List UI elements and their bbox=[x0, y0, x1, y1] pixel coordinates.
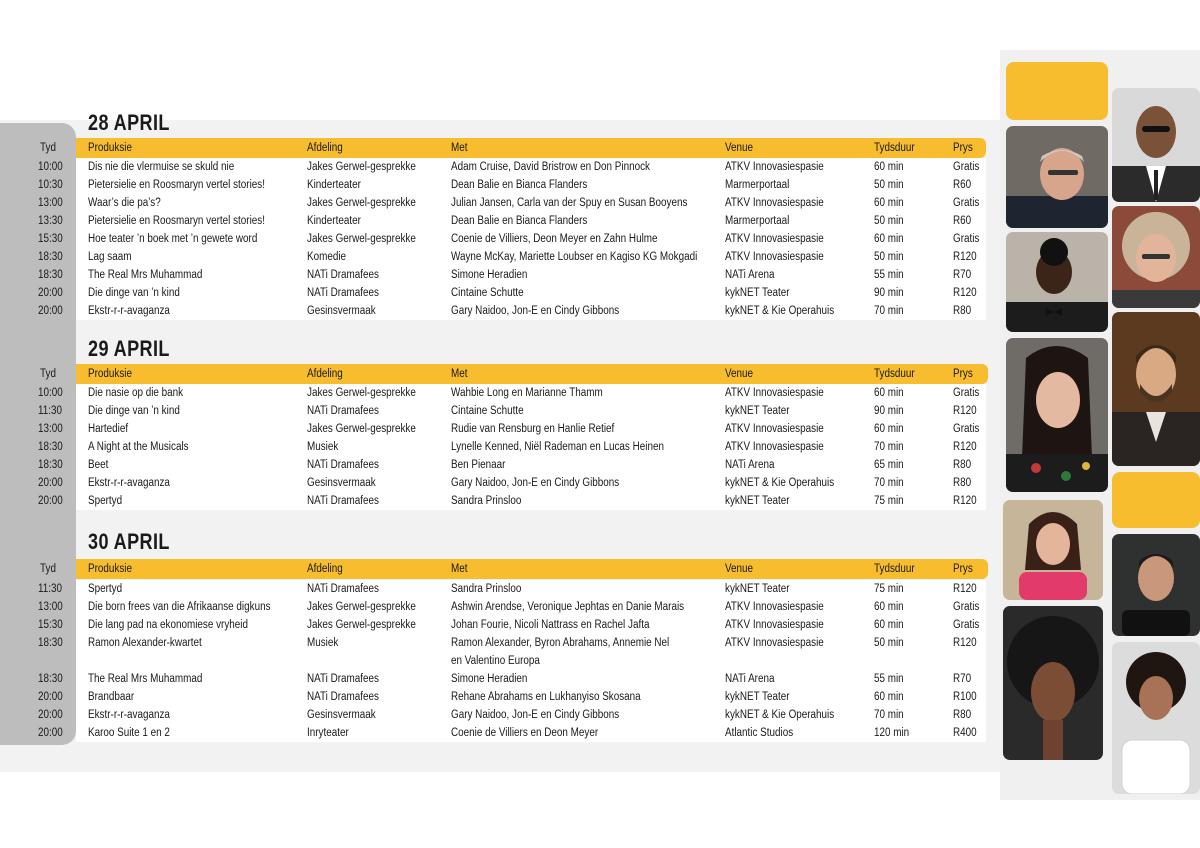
venue-cell: ATKV Innovasiespasie bbox=[725, 197, 824, 209]
table-row bbox=[0, 724, 1000, 742]
time-cell: 13:00 bbox=[38, 197, 63, 209]
yellow-accent-block bbox=[1112, 472, 1200, 528]
column-header-afdeling: Afdeling bbox=[307, 563, 343, 575]
cast-cell: Gary Naidoo, Jon-E en Cindy Gibbons bbox=[451, 709, 620, 721]
table-row bbox=[0, 384, 1000, 402]
price-cell: R70 bbox=[953, 673, 972, 685]
production-cell: Die lang pad na ekonomiese vryheid bbox=[88, 619, 249, 631]
production-cell: Ramon Alexander-kwartet bbox=[88, 637, 202, 649]
time-cell: 20:00 bbox=[38, 691, 63, 703]
cast-cell: Ben Pienaar bbox=[451, 459, 506, 471]
production-cell: The Real Mrs Muhammad bbox=[88, 673, 203, 685]
table-row bbox=[0, 706, 1000, 724]
department-cell: NATi Dramafees bbox=[307, 287, 379, 299]
portrait-photo-woman-pink-dress bbox=[1003, 500, 1103, 600]
cast-cell: Dean Balie en Bianca Flanders bbox=[451, 179, 588, 191]
venue-cell: ATKV Innovasiespasie bbox=[725, 423, 824, 435]
duration-cell: 60 min bbox=[874, 601, 904, 613]
cast-cell: Cintaine Schutte bbox=[451, 405, 524, 417]
time-cell: 18:30 bbox=[38, 459, 63, 471]
time-cell: 15:30 bbox=[38, 233, 63, 245]
row-background bbox=[76, 284, 986, 302]
table-row bbox=[0, 598, 1000, 616]
column-header-afdeling: Afdeling bbox=[307, 368, 343, 380]
department-cell: Jakes Gerwel-gesprekke bbox=[307, 423, 416, 435]
time-cell: 13:00 bbox=[38, 423, 63, 435]
cast-cell: Wayne McKay, Mariette Loubser en Kagiso KG Mokgadi bbox=[451, 251, 698, 263]
portrait-photo-man-bowtie bbox=[1006, 232, 1108, 332]
time-cell: 10:00 bbox=[38, 387, 63, 399]
column-header-tydsduur: Tydsduur bbox=[874, 563, 915, 575]
production-cell: Lag saam bbox=[88, 251, 132, 263]
production-cell: Beet bbox=[88, 459, 109, 471]
department-cell: NATi Dramafees bbox=[307, 495, 379, 507]
production-cell: Waar’s die pa’s? bbox=[88, 197, 161, 209]
time-cell: 11:30 bbox=[38, 405, 63, 417]
price-cell: R80 bbox=[953, 459, 972, 471]
production-cell: Pietersielie en Roosmaryn vertel stories! bbox=[88, 215, 265, 227]
table-row bbox=[0, 212, 1000, 230]
production-cell: Die born frees van die Afrikaanse digkuns bbox=[88, 601, 271, 613]
table-row bbox=[0, 176, 1000, 194]
table-row bbox=[0, 456, 1000, 474]
department-cell: NATi Dramafees bbox=[307, 673, 379, 685]
duration-cell: 55 min bbox=[874, 673, 904, 685]
department-cell: Gesinsvermaak bbox=[307, 305, 376, 317]
table-row bbox=[0, 688, 1000, 706]
cast-cell: Johan Fourie, Nicoli Nattrass en Rachel Jafta bbox=[451, 619, 650, 631]
price-cell: R120 bbox=[953, 637, 977, 649]
column-header-met: Met bbox=[451, 563, 468, 575]
row-background bbox=[76, 492, 986, 510]
cast-cell: Sandra Prinsloo bbox=[451, 583, 522, 595]
column-header-tydsduur: Tydsduur bbox=[874, 142, 915, 154]
cast-cell: Coenie de Villiers, Deon Meyer en Zahn Hulme bbox=[451, 233, 658, 245]
cast-cell: Julian Jansen, Carla van der Spuy en Susan Booyens bbox=[451, 197, 688, 209]
venue-cell: ATKV Innovasiespasie bbox=[725, 441, 824, 453]
cast-cell: Simone Heradien bbox=[451, 269, 528, 281]
time-cell: 20:00 bbox=[38, 495, 63, 507]
price-cell: R60 bbox=[953, 179, 972, 191]
column-header-tyd: Tyd bbox=[40, 368, 56, 380]
department-cell: Musiek bbox=[307, 441, 339, 453]
department-cell: Jakes Gerwel-gesprekke bbox=[307, 161, 416, 173]
price-cell: Gratis bbox=[953, 197, 980, 209]
department-cell: Jakes Gerwel-gesprekke bbox=[307, 233, 416, 245]
row-background bbox=[76, 266, 986, 284]
column-header-tydsduur: Tydsduur bbox=[874, 368, 915, 380]
table-row bbox=[0, 438, 1000, 456]
cast-cell: Gary Naidoo, Jon-E en Cindy Gibbons bbox=[451, 477, 620, 489]
price-cell: R80 bbox=[953, 709, 972, 721]
venue-cell: Marmerportaal bbox=[725, 215, 790, 227]
header-row bbox=[0, 365, 1000, 383]
cast-cell: Simone Heradien bbox=[451, 673, 528, 685]
cast-cell: Coenie de Villiers en Deon Meyer bbox=[451, 727, 599, 739]
duration-cell: 50 min bbox=[874, 215, 904, 227]
time-cell: 20:00 bbox=[38, 305, 63, 317]
portrait-photo-woman-dark-hair bbox=[1006, 338, 1108, 492]
column-header-produksie: Produksie bbox=[88, 142, 132, 154]
time-cell: 20:00 bbox=[38, 287, 63, 299]
cast-cell: Lynelle Kenned, Niël Rademan en Lucas Heinen bbox=[451, 441, 664, 453]
venue-cell: kykNET Teater bbox=[725, 495, 790, 507]
table-row bbox=[0, 580, 1000, 598]
portrait-photo-woman-curly-hair bbox=[1112, 206, 1200, 308]
day-title: 30 APRIL bbox=[88, 529, 170, 554]
department-cell: Jakes Gerwel-gesprekke bbox=[307, 197, 416, 209]
time-cell: 18:30 bbox=[38, 637, 63, 649]
time-cell: 15:30 bbox=[38, 619, 63, 631]
portrait-photo-older-man-glasses bbox=[1006, 126, 1108, 228]
portrait-photo-woman-afro bbox=[1003, 606, 1103, 760]
department-cell: NATi Dramafees bbox=[307, 459, 379, 471]
time-cell: 18:30 bbox=[38, 673, 63, 685]
venue-cell: ATKV Innovasiespasie bbox=[725, 251, 824, 263]
price-cell: R400 bbox=[953, 727, 977, 739]
duration-cell: 50 min bbox=[874, 251, 904, 263]
table-row bbox=[0, 266, 1000, 284]
time-cell: 10:30 bbox=[38, 179, 63, 191]
price-cell: Gratis bbox=[953, 387, 980, 399]
price-cell: R100 bbox=[953, 691, 977, 703]
column-header-prys: Prys bbox=[953, 563, 973, 575]
cast-cell: Adam Cruise, David Bristrow en Don Pinnock bbox=[451, 161, 650, 173]
column-header-tyd: Tyd bbox=[40, 563, 56, 575]
table-row bbox=[0, 402, 1000, 420]
department-cell: Kinderteater bbox=[307, 179, 361, 191]
duration-cell: 70 min bbox=[874, 305, 904, 317]
time-cell: 20:00 bbox=[38, 727, 63, 739]
day-title: 28 APRIL bbox=[88, 110, 170, 135]
venue-cell: ATKV Innovasiespasie bbox=[725, 601, 824, 613]
time-cell: 20:00 bbox=[38, 477, 63, 489]
table-row bbox=[0, 492, 1000, 510]
price-cell: R60 bbox=[953, 215, 972, 227]
production-cell: A Night at the Musicals bbox=[88, 441, 189, 453]
column-header-afdeling: Afdeling bbox=[307, 142, 343, 154]
duration-cell: 70 min bbox=[874, 477, 904, 489]
venue-cell: ATKV Innovasiespasie bbox=[725, 387, 824, 399]
duration-cell: 90 min bbox=[874, 405, 904, 417]
price-cell: R70 bbox=[953, 269, 972, 281]
column-header-produksie: Produksie bbox=[88, 368, 132, 380]
row-background bbox=[76, 670, 986, 688]
duration-cell: 60 min bbox=[874, 197, 904, 209]
production-cell: Karoo Suite 1 en 2 bbox=[88, 727, 170, 739]
venue-cell: kykNET Teater bbox=[725, 405, 790, 417]
price-cell: Gratis bbox=[953, 161, 980, 173]
duration-cell: 60 min bbox=[874, 233, 904, 245]
duration-cell: 50 min bbox=[874, 179, 904, 191]
venue-cell: kykNET Teater bbox=[725, 583, 790, 595]
table-row bbox=[0, 158, 1000, 176]
portrait-photo-woman-smiling-white-top bbox=[1112, 642, 1200, 794]
price-cell: Gratis bbox=[953, 601, 980, 613]
table-row bbox=[0, 670, 1000, 688]
duration-cell: 75 min bbox=[874, 495, 904, 507]
cast-cell: Ashwin Arendse, Veronique Jephtas en Danie Marais bbox=[451, 601, 685, 613]
cast-cell: Gary Naidoo, Jon-E en Cindy Gibbons bbox=[451, 305, 620, 317]
table-row bbox=[0, 284, 1000, 302]
price-cell: R120 bbox=[953, 495, 977, 507]
venue-cell: kykNET & Kie Operahuis bbox=[725, 477, 835, 489]
day-title: 29 APRIL bbox=[88, 336, 170, 361]
duration-cell: 55 min bbox=[874, 269, 904, 281]
portrait-photo-man-beard bbox=[1112, 312, 1200, 466]
department-cell: NATi Dramafees bbox=[307, 269, 379, 281]
venue-cell: kykNET Teater bbox=[725, 287, 790, 299]
time-cell: 18:30 bbox=[38, 269, 63, 281]
venue-cell: Atlantic Studios bbox=[725, 727, 794, 739]
price-cell: R120 bbox=[953, 251, 977, 263]
department-cell: Jakes Gerwel-gesprekke bbox=[307, 601, 416, 613]
venue-cell: ATKV Innovasiespasie bbox=[725, 233, 824, 245]
duration-cell: 60 min bbox=[874, 691, 904, 703]
production-cell: The Real Mrs Muhammad bbox=[88, 269, 203, 281]
table-row bbox=[0, 194, 1000, 212]
header-row bbox=[0, 560, 1000, 578]
cast-cell: Rehane Abrahams en Lukhanyiso Skosana bbox=[451, 691, 641, 703]
department-cell: Musiek bbox=[307, 637, 339, 649]
department-cell: Komedie bbox=[307, 251, 347, 263]
time-cell: 10:00 bbox=[38, 161, 63, 173]
column-header-tyd: Tyd bbox=[40, 142, 56, 154]
department-cell: Gesinsvermaak bbox=[307, 477, 376, 489]
production-cell: Die dinge van ’n kind bbox=[88, 405, 180, 417]
venue-cell: NATi Arena bbox=[725, 673, 775, 685]
department-cell: NATi Dramafees bbox=[307, 691, 379, 703]
venue-cell: ATKV Innovasiespasie bbox=[725, 637, 824, 649]
production-cell: Spertyd bbox=[88, 583, 123, 595]
price-cell: R80 bbox=[953, 305, 972, 317]
time-cell: 13:00 bbox=[38, 601, 63, 613]
cast-cell: Rudie van Rensburg en Hanlie Retief bbox=[451, 423, 615, 435]
cast-cell: Ramon Alexander, Byron Abrahams, Annemie Nel en Valentino Europa bbox=[451, 637, 670, 667]
price-cell: Gratis bbox=[953, 619, 980, 631]
production-cell: Die nasie op die bank bbox=[88, 387, 184, 399]
duration-cell: 70 min bbox=[874, 441, 904, 453]
price-cell: Gratis bbox=[953, 233, 980, 245]
production-cell: Ekstr-r-r-avaganza bbox=[88, 305, 170, 317]
time-cell: 11:30 bbox=[38, 583, 63, 595]
duration-cell: 70 min bbox=[874, 709, 904, 721]
table-row bbox=[0, 634, 1000, 670]
production-cell: Die dinge van ’n kind bbox=[88, 287, 180, 299]
duration-cell: 60 min bbox=[874, 619, 904, 631]
department-cell: Jakes Gerwel-gesprekke bbox=[307, 387, 416, 399]
column-header-produksie: Produksie bbox=[88, 563, 132, 575]
duration-cell: 75 min bbox=[874, 583, 904, 595]
department-cell: Inryteater bbox=[307, 727, 349, 739]
venue-cell: kykNET & Kie Operahuis bbox=[725, 709, 835, 721]
table-row bbox=[0, 248, 1000, 266]
time-cell: 20:00 bbox=[38, 709, 63, 721]
duration-cell: 120 min bbox=[874, 727, 910, 739]
venue-cell: Marmerportaal bbox=[725, 179, 790, 191]
row-background bbox=[76, 580, 986, 598]
production-cell: Ekstr-r-r-avaganza bbox=[88, 477, 170, 489]
venue-cell: NATi Arena bbox=[725, 269, 775, 281]
production-cell: Brandbaar bbox=[88, 691, 135, 703]
column-header-prys: Prys bbox=[953, 368, 973, 380]
department-cell: Gesinsvermaak bbox=[307, 709, 376, 721]
venue-cell: kykNET Teater bbox=[725, 691, 790, 703]
venue-cell: kykNET & Kie Operahuis bbox=[725, 305, 835, 317]
column-header-venue: Venue bbox=[725, 368, 754, 380]
header-row bbox=[0, 139, 1000, 157]
production-cell: Hartedief bbox=[88, 423, 129, 435]
duration-cell: 65 min bbox=[874, 459, 904, 471]
row-background bbox=[76, 402, 986, 420]
yellow-accent-block bbox=[1006, 62, 1108, 120]
cast-cell: Sandra Prinsloo bbox=[451, 495, 522, 507]
row-background bbox=[76, 456, 986, 474]
duration-cell: 60 min bbox=[874, 161, 904, 173]
venue-cell: ATKV Innovasiespasie bbox=[725, 619, 824, 631]
time-cell: 18:30 bbox=[38, 251, 63, 263]
production-cell: Pietersielie en Roosmaryn vertel stories! bbox=[88, 179, 265, 191]
price-cell: R120 bbox=[953, 405, 977, 417]
price-cell: R80 bbox=[953, 477, 972, 489]
duration-cell: 90 min bbox=[874, 287, 904, 299]
venue-cell: NATi Arena bbox=[725, 459, 775, 471]
production-cell: Spertyd bbox=[88, 495, 123, 507]
cast-cell: Cintaine Schutte bbox=[451, 287, 524, 299]
price-cell: R120 bbox=[953, 441, 977, 453]
column-header-prys: Prys bbox=[953, 142, 973, 154]
department-cell: NATi Dramafees bbox=[307, 405, 379, 417]
table-row bbox=[0, 230, 1000, 248]
department-cell: Kinderteater bbox=[307, 215, 361, 227]
table-row bbox=[0, 420, 1000, 438]
table-row bbox=[0, 616, 1000, 634]
portrait-photo-man-glasses-suit bbox=[1112, 88, 1200, 202]
table-row bbox=[0, 302, 1000, 320]
duration-cell: 50 min bbox=[874, 637, 904, 649]
price-cell: R120 bbox=[953, 583, 977, 595]
column-header-venue: Venue bbox=[725, 142, 754, 154]
time-cell: 13:30 bbox=[38, 215, 63, 227]
production-cell: Hoe teater ’n boek met ’n gewete word bbox=[88, 233, 258, 245]
price-cell: R120 bbox=[953, 287, 977, 299]
department-cell: Jakes Gerwel-gesprekke bbox=[307, 619, 416, 631]
column-header-met: Met bbox=[451, 368, 468, 380]
cast-cell: Dean Balie en Bianca Flanders bbox=[451, 215, 588, 227]
portrait-photo-man-black-tshirt bbox=[1112, 534, 1200, 636]
duration-cell: 60 min bbox=[874, 387, 904, 399]
production-cell: Ekstr-r-r-avaganza bbox=[88, 709, 170, 721]
column-header-met: Met bbox=[451, 142, 468, 154]
cast-cell: Wahbie Long en Marianne Thamm bbox=[451, 387, 603, 399]
table-row bbox=[0, 474, 1000, 492]
duration-cell: 60 min bbox=[874, 423, 904, 435]
time-cell: 18:30 bbox=[38, 441, 63, 453]
department-cell: NATi Dramafees bbox=[307, 583, 379, 595]
production-cell: Dis nie die vlermuise se skuld nie bbox=[88, 161, 235, 173]
column-header-venue: Venue bbox=[725, 563, 754, 575]
venue-cell: ATKV Innovasiespasie bbox=[725, 161, 824, 173]
price-cell: Gratis bbox=[953, 423, 980, 435]
